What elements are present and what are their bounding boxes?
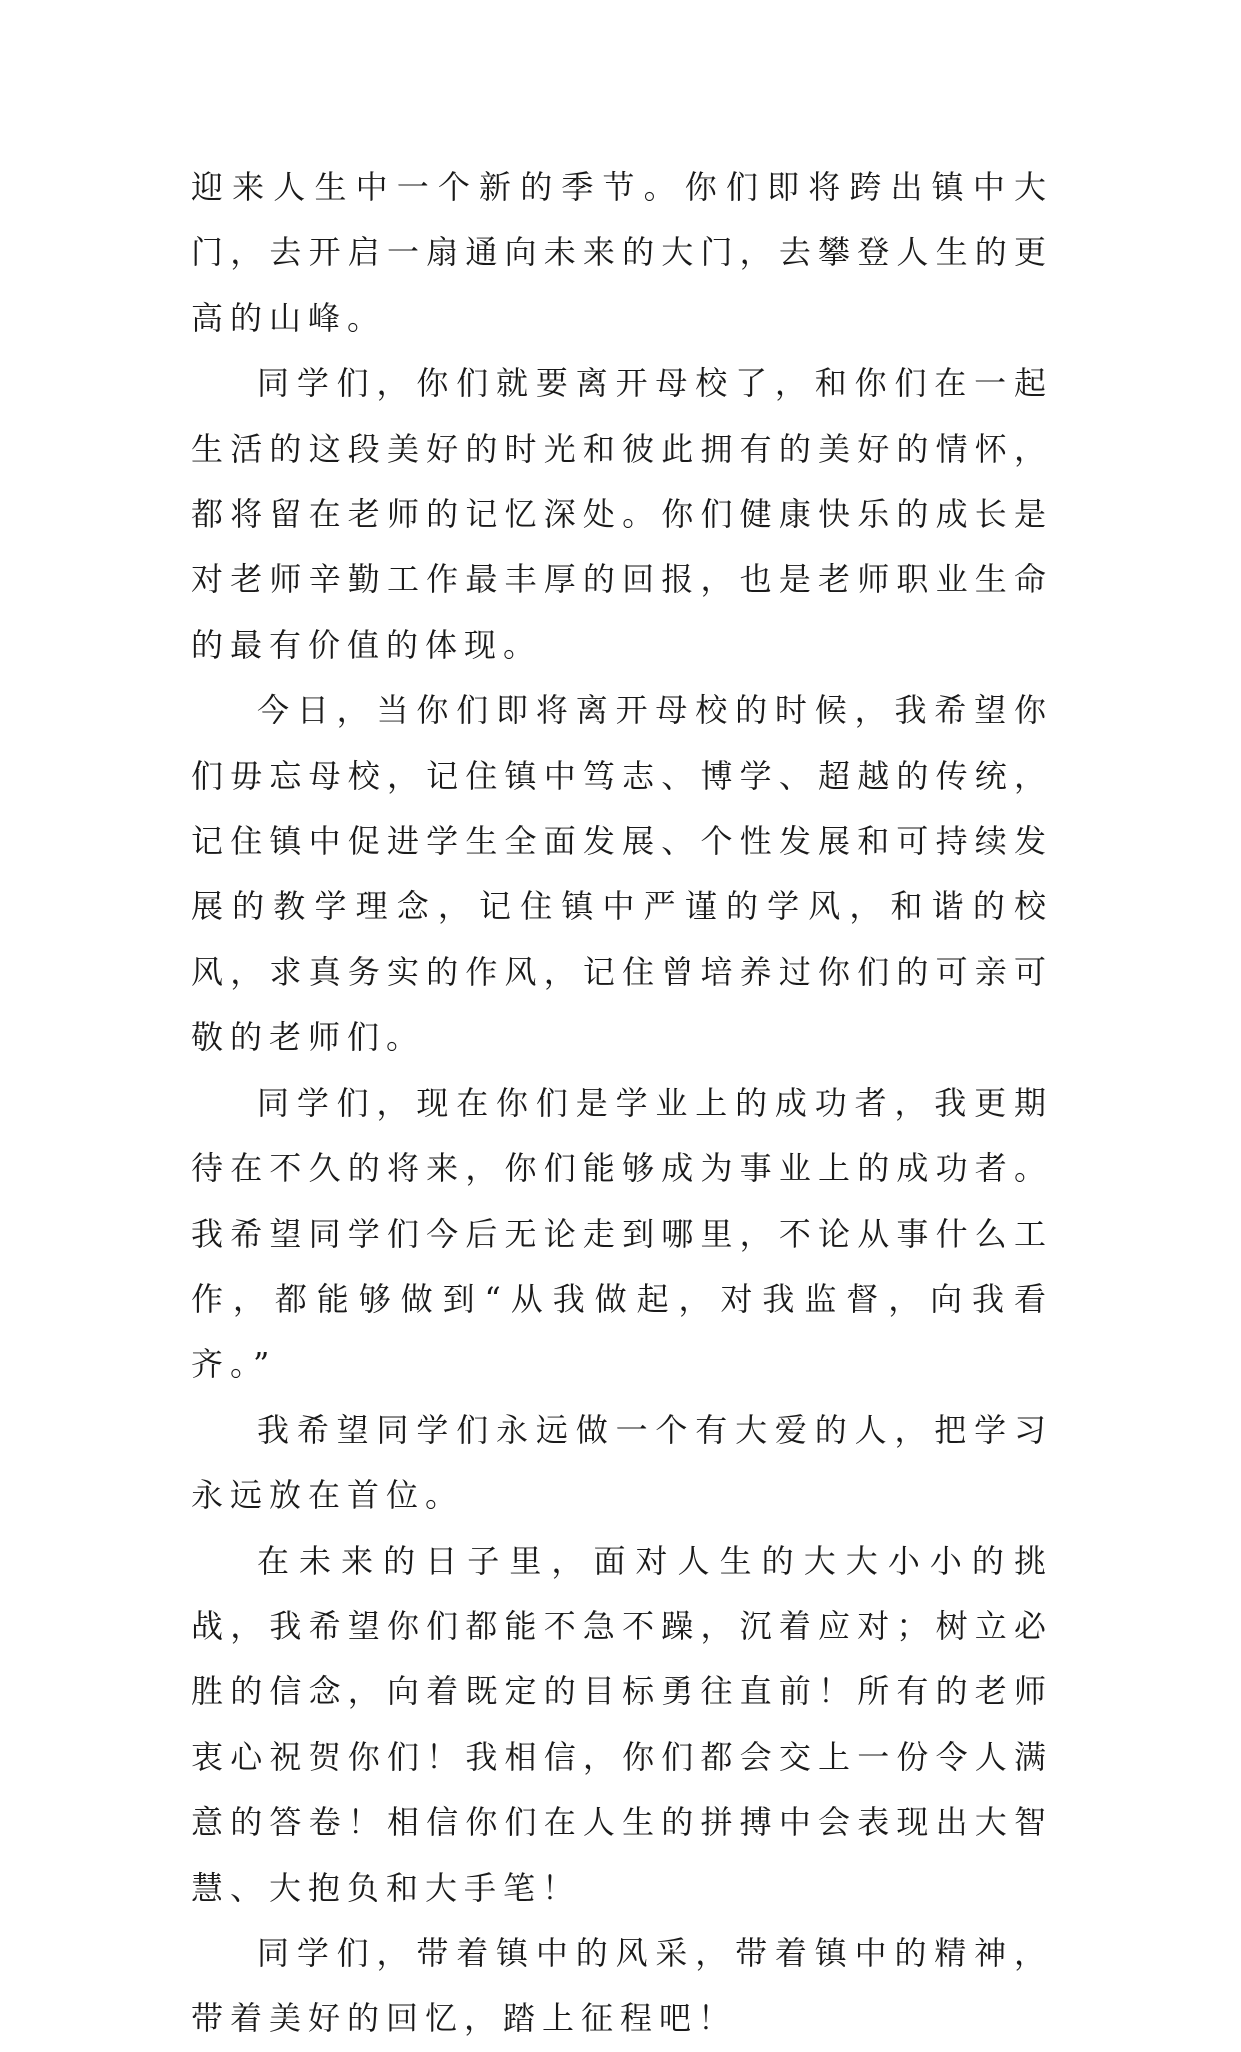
- paragraph: 迎来人生中一个新的季节。你们即将跨出镇中大门，去开启一扇通向未来的大门，去攀登人生的更高的山峰。: [191, 168, 1053, 337]
- paragraph: 今日，当你们即将离开母校的时候，我希望你们毋忘母校，记住镇中笃志、博学、超越的传统，记住镇中促进学生全面发展、个性发展和可持续发展的教学理念，记住镇中严谨的学风，和谐的校风，求真务实的作风，记住曾培养过你们的可亲可敬的老师们。: [191, 691, 1053, 1057]
- paragraph: 同学们，你们就要离开母校了，和你们在一起生活的这段美好的时光和彼此拥有的美好的情怀，都将留在老师的记忆深处。你们健康快乐的成长是对老师辛勤工作最丰厚的回报，也是老师职业生命的最有价值的体现。: [191, 364, 1053, 664]
- paragraph: 同学们，现在你们是学业上的成功者，我更期待在不久的将来，你们能够成为事业上的成功者。我希望同学们今后无论走到哪里，不论从事什么工作，都能够做到“从我做起，对我监督，向我看齐。”: [191, 1083, 1053, 1384]
- paragraph: 在未来的日子里，面对人生的大大小小的挑战，我希望你们都能不急不躁，沉着应对；树立必胜的信念，向着既定的目标勇往直前！所有的老师衷心祝贺你们！我相信，你们都会交上一份令人满意的答卷！相信你们在人生的拼搏中会表现出大智慧、大抱负和大手笔！: [191, 1541, 1053, 1907]
- paragraph: 同学们，带着镇中的风采，带着镇中的精神，带着美好的回忆，踏上征程吧！: [191, 1933, 1053, 2038]
- document-body: [191, 155, 1053, 2052]
- paragraph: 我希望同学们永远做一个有大爱的人，把学习永远放在首位。: [191, 1410, 1053, 1515]
